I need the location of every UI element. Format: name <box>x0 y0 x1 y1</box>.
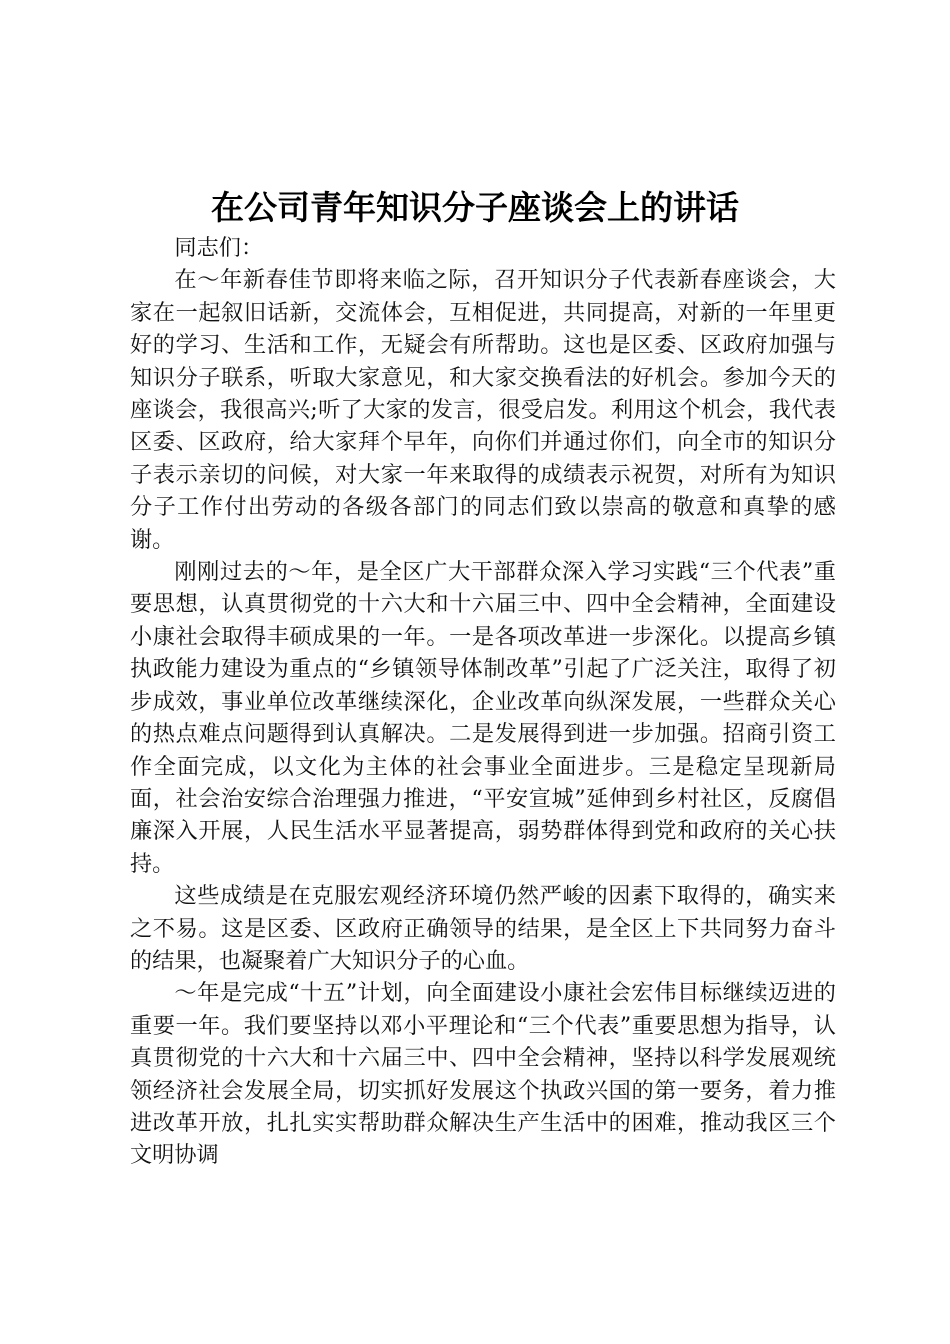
document-title: 在公司青年知识分子座谈会上的讲话 <box>211 188 739 227</box>
paragraph-3: 这些成绩是在克服宏观经济环境仍然严峻的因素下取得的，确实来之不易。这是区委、区政府正确领导的结果，是全区上下共同努力奋斗的结果，也凝聚着广大知识分子的心血。 <box>130 883 836 974</box>
paragraph-1: 在～年新春佳节即将来临之际，召开知识分子代表新春座谈会，大家在一起叙旧话新，交流体会，互相促进，共同提高，对新的一年里更好的学习、生活和工作，无疑会有所帮助。这也是区委、区政府加强与知识分子联系，听取大家意见，和大家交换看法的好机会。参加今天的座谈会，我很高兴;听了大家的发言，很受启发。利用这个机会，我代表区委、区政府，给大家拜个早年，向你们并通过你们，向全市的知识分子表示亲切的问候，对大家一年来取得的成绩表示祝贺，对所有为知识分子工作付出劳动的各级各部门的同志们致以崇高的敬意和真挚的感谢。 <box>130 267 836 553</box>
paragraph-4: ～年是完成“十五”计划，向全面建设小康社会宏伟目标继续迈进的重要一年。我们要坚持以邓小平理论和“三个代表”重要思想为指导，认真贯彻党的十六大和十六届三中、四中全会精神，坚持以科学发展观统领经济社会发展全局，切实抓好发展这个执政兴国的第一要务，着力推进改革开放，扎扎实实帮助群众解决生产生活中的困难，推动我区三个文明协调 <box>130 980 836 1169</box>
document-body <box>130 232 836 1172</box>
paragraph-2: 刚刚过去的～年，是全区广大干部群众深入学习实践“三个代表”重要思想，认真贯彻党的十六大和十六届三中、四中全会精神，全面建设小康社会取得丰硕成果的一年。一是各项改革进一步深化。以提高乡镇执政能力建设为重点的“乡镇领导体制改革”引起了广泛关注，取得了初步成效，事业单位改革继续深化，企业改革向纵深发展，一些群众关心的热点难点问题得到认真解决。二是发展得到进一步加强。招商引资工作全面完成，以文化为主体的社会事业全面进步。三是稳定呈现新局面，社会治安综合治理强力推进，“平安宣城”延伸到乡村社区，反腐倡廉深入开展，人民生活水平显著提高，弱势群体得到党和政府的关心扶持。 <box>130 559 836 877</box>
greeting: 同志们： <box>174 235 264 261</box>
